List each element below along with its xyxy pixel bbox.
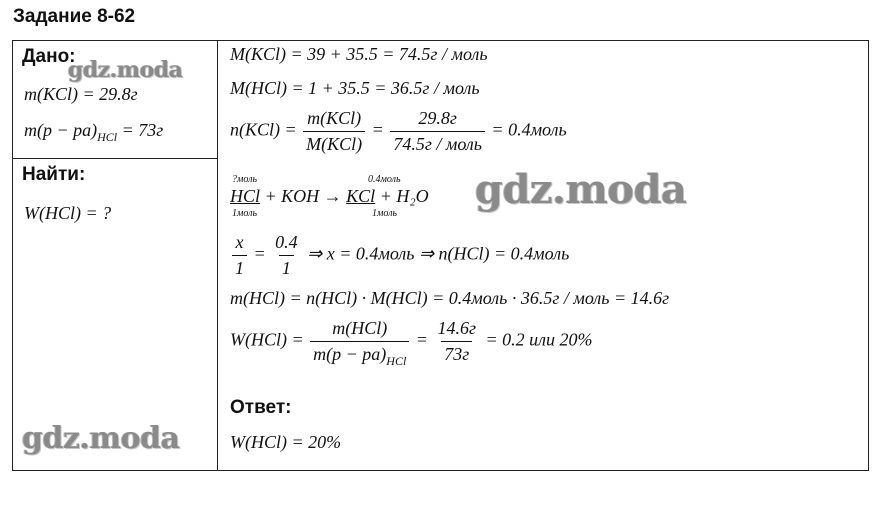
find-mass-fraction: W(HCl) = ? xyxy=(24,203,112,223)
reaction-coef-top-right: 0.4моль xyxy=(368,174,401,185)
fraction-values: $\frac{29.8г}{\text{74.5г / моль}}$ xyxy=(390,108,485,155)
reaction-coef-top-left: ?моль xyxy=(232,174,258,185)
molar-mass-hcl: M(HCl) = 1 + 35.5 = 36.5г / моль xyxy=(230,78,480,98)
watermark-center: gdz.moda xyxy=(475,166,687,213)
fraction-m-over-M: $\frac{\text{m(KCl)}}{\text{M(KCl)}}$ xyxy=(303,108,365,155)
find-header: Найти: xyxy=(22,164,86,185)
proportion-equation: $\frac{x}{1}$ = $\frac{0.4}{1}$ ⇒ x = 0.4моль ⇒ n(HCl) = 0.4моль xyxy=(230,232,569,279)
mass-hcl-equation: m(HCl) = n(HCl) · M(HCl) = 0.4моль · 36.5г / моль = 14.6г xyxy=(230,288,670,308)
given-solution-mass: $m(p - pa)_{HCl} = 73г$ xyxy=(24,120,164,144)
moles-kcl-equation: n(KCl) = $\frac{\text{m(KCl)}}{\text{M(KCl)}}$ = $\frac{29.8г}{\text{74.5г / моль}}$ = 0.4моль xyxy=(230,108,567,154)
given-header: Дано: xyxy=(22,46,76,67)
reaction-coef-bottom-left: 1моль xyxy=(232,208,258,219)
given-find-divider xyxy=(12,158,218,159)
reaction-equation: HCl + KOH → KCl + H₂O xyxy=(230,186,429,206)
molar-mass-kcl: M(KCl) = 39 + 35.5 = 74.5г / моль xyxy=(230,44,488,64)
answer-header: Ответ: xyxy=(230,397,292,418)
column-divider xyxy=(217,40,218,471)
watermark-top-left: gdz.moda xyxy=(68,57,183,83)
given-mass-kcl: m(KCl) = 29.8г xyxy=(24,84,138,104)
reaction-coef-bottom-right: 1моль xyxy=(372,208,398,219)
task-title: Задание 8-62 xyxy=(13,6,136,27)
mass-fraction-equation: W(HCl) = $\frac{\text{m(HCl)}}{m(p - pa)_{HCl}}$ = $\frac{14.6г}{73г}$ = 0.2 или 20% xyxy=(230,318,593,368)
answer-line: W(HCl) = 20% xyxy=(230,432,342,452)
watermark-bottom-left: gdz.moda xyxy=(22,421,180,456)
